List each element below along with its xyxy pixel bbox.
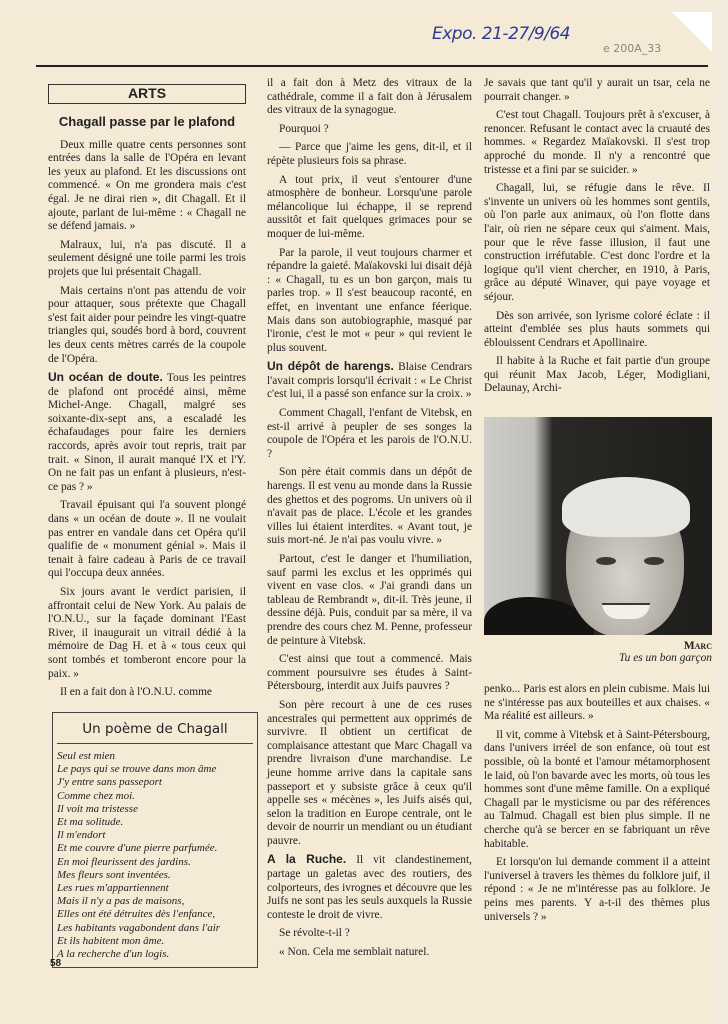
poem-line: A la recherche d'un logis.: [57, 948, 170, 961]
paragraph: Six jours avant le verdict parisien, il affrontait celui de New York. Au palais de l'O.N.U., sur la façade dominant l'East River, il inaugurait un vitrail dédié à la mémoire de Dag H. et à « tous ceux qui sont tombés et tomberont encore pour la paix. »: [48, 586, 246, 680]
poem-line: Elles ont été détruites dès l'enfance,: [57, 908, 216, 921]
subsection-text: Tous les peintres de plafond ont procédé ainsi, même Michel-Ange. Chagall, malgré ses soixante-dix-sept ans, a escaladé les échafaudages pour faire les derniers raccords, après avoir tout repris, trait par trait. « Sinon, il aurait manqué l'X et l'Y. On ne fait pas un enfant à plusieurs, n'est-ce pas ? »: [48, 372, 246, 493]
paragraph: Deux mille quatre cents personnes sont entrées dans la salle de l'Opéra en levant les yeux au plafond. Et les discussions ont commencé. « On me grondera mais c'est égal. Je ne dirai rien », dit Chagall. Et il ajoute, parlant de lui-même : « Chagall ne se défend jamais. »: [48, 138, 246, 233]
poem-lines: [57, 750, 253, 961]
paragraph: Mais certains n'ont pas attendu de voir pour attaquer, sous prétexte que Chagall s'est fait aider pour peindre les vingt-quatre triangles qui, soudés bord à bord, couvrent les deux cents mètres carrés de la coupole de l'Opéra.: [48, 284, 246, 365]
subsection-ruche: [267, 853, 472, 922]
poem-line: Il voit ma tristesse: [57, 802, 138, 815]
archive-code: e 200A_33: [603, 42, 662, 55]
paragraph: « Non. Cela me semblait naturel.: [279, 946, 430, 959]
paragraph: — Parce que j'aime les gens, dit-il, et il répète plusieurs fois sa phrase.: [267, 141, 472, 167]
paragraph: penko... Paris est alors en plein cubisme. Mais lui ne s'intéresse pas aux bouteilles et aux chaises. « Ma réalité est ailleurs. »: [484, 683, 710, 723]
article-title: Chagall passe par le plafond: [58, 113, 236, 129]
subsection-ocean: [48, 371, 246, 494]
paragraph: Comment Chagall, l'enfant de Vitebsk, en est-il arrivé à peupler de ses songes la coupole de l'Opéra et les parois de l'O.N.U. ?: [267, 407, 472, 460]
paragraph: Il en a fait don à l'O.N.U. comme: [60, 686, 212, 699]
handwritten-exhibition-note: Expo. 21-27/9/64: [432, 24, 571, 44]
paragraph: Son père recourt à une de ces ruses ancestrales qui permettent aux opprimés de survivre. Il obtient un certificat de complaisance attestant que Marc Chagall va prendre livraison d'une marchandise. Le jeune homme arrive dans la capitale sans passeport et y subsiste grâce à ceux qu'il appelle ses « mécènes », les Juifs aisés qui, selon la tradition en Europe centrale, ont le devoir de nourrir un mendiant ou un étudiant pauvre.: [267, 698, 472, 847]
column-2: [267, 77, 472, 965]
torn-corner: [672, 12, 712, 52]
chagall-portrait-photo: [484, 417, 712, 635]
paragraph: Dès son arrivée, son lyrisme coloré éclate : il atteint d'emblée ses plus hauts sommets qui éblouissent Cendrars et Apollinaire.: [484, 309, 710, 349]
header-rule: [36, 65, 708, 67]
paragraph: C'est ainsi que tout a commencé. Mais comment poursuivre ses études à Saint-Pétersbourg, interdit aux Juifs pauvres ?: [267, 653, 472, 693]
subsection-text: Blaise Cendrars l'avait compris lorsqu'il écrivait : « Le Christ c'est lui, il a passé son enfance sur la croix. »: [267, 361, 472, 401]
photo-hair: [562, 477, 690, 537]
paragraph: Pourquoi ?: [279, 122, 329, 135]
subheading: Un dépôt de harengs.: [267, 359, 394, 374]
paragraph: Il vit, comme à Vitebsk et à Saint-Pétersbourg, dans l'univers irréel de son enfance, où tout est possible, où la bonté et l'amour métamorphosent le laid, où l'on bavarde avec les morts, où tous les hommes sont d'une même famille. On a expliqué Chagall par le mysticisme ou par des références au Talmud. Chagall est bien plus simple. Il ne cherche qu'à se bercer en se fabriquant un rêve habitable.: [484, 728, 711, 850]
paragraph: Et lorsqu'on lui demande comment il a atteint l'universel à travers les thèmes du folklore juif, il répond : « Je ne m'intéresse pas au folklore. Je peins mes parents. Y a-t-il des thèmes plus universels ? »: [484, 856, 710, 923]
poem-line: Comme chez moi.: [57, 789, 135, 802]
poem-line: Les rues m'appartiennent: [57, 882, 169, 895]
paragraph: Chagall, lui, se réfugie dans le rêve. Il s'invente un univers où les hommes sont gentils, où l'on parle aux animaux, où l'on flotte dans l'air, où rien ne sépare ceux qui s'aiment. Mais, pour que le rêve fasse illusion, il faut une construction irréfutable. C'est donc l'ordre et la logique qu'il vient chercher, en 1910, à Paris, grâce au député Winaver, qui paye voyage et séjour.: [484, 182, 710, 303]
poem-line: Il m'endort: [57, 829, 106, 842]
caption-text: Tu es un bon garçon: [618, 652, 712, 664]
poem-line: Et me couvre d'une pierre parfumée.: [57, 842, 218, 855]
poem-box: [52, 712, 258, 968]
photo-caption: [484, 640, 712, 664]
subsection-text: Il vit clandestinement, partage un galetas avec des routiers, des colporteurs, des ivrognes et découvre que les Juifs ne sont pas les seuls auxquels la Russie conteste le droit de vivre.: [267, 854, 472, 921]
photo-eye-right: [644, 557, 664, 565]
subheading: A la Ruche.: [267, 852, 347, 867]
paragraph: Je savais que tant qu'il y aurait un tsar, cela ne pourrait changer. »: [484, 77, 710, 103]
page-number: 58: [50, 958, 62, 969]
poem-line: Seul est mien: [57, 750, 116, 762]
paragraph: Malraux, lui, n'a pas discuté. Il a seulement désigné une toile parmi les trois projets que lui présentait Chagall.: [48, 238, 246, 278]
poem-line: Mais il n'y a pas de maisons,: [57, 895, 185, 908]
paragraph: Partout, c'est le danger et l'humiliation, sauf parmi les exclus et les opprimés qui vivent en vase clos. « J'ai grandi dans un tableau de Rembrandt », dit-il. Très jeune, il dessine déjà. Puis, conduit par sa mère, il va prendre des cours chez M. Penne, professeur de peinture à Vitebsk.: [267, 553, 472, 647]
paragraph: Il habite à la Ruche et fait partie d'un groupe qui réunit Max Jacob, Léger, Modigliani, Delaunay, Archi-: [484, 355, 710, 395]
paragraph: A tout prix, il veut s'entourer d'une atmosphère de bonheur. Lorsqu'une parole mélancolique lui échappe, il se reprend aussitôt et fait quelques grimaces pour se moquer de lui-même.: [267, 173, 472, 240]
column-3: [484, 77, 710, 401]
subsection-harengs: [267, 360, 472, 402]
paragraph: Se révolte-t-il ?: [279, 927, 350, 940]
poem-line: J'y entre sans passeport: [57, 776, 162, 789]
poem-line: Les habitants vagabondent dans l'air: [57, 921, 221, 934]
paragraph: C'est tout Chagall. Toujours prêt à s'excuser, à renoncer. Refusant le contact avec la cruauté des hommes. « Regardez Maïakovski. Il s'est trop approché du monde. Il n'y a rencontré que tristesse et a fini par se suicider. »: [484, 109, 710, 176]
poem-line: Et ils habitent mon âme.: [57, 934, 165, 947]
paragraph: Son père était commis dans un dépôt de harengs. Il est venu au monde dans la Russie des ghettos et des pogroms. Un univers où il n'avait pas de place. L'école et les grandes villes lui étaient interdites. « Avant tout, je suis mort-né. Je n'ai pas voulu vivre. »: [267, 466, 472, 547]
column-1: [48, 84, 246, 705]
caption-name: Marc: [683, 640, 712, 652]
poem-line: Et ma solitude.: [57, 816, 124, 829]
paragraph: Par la parole, il veut toujours charmer et répandre la gaieté. Maïakovski lui disait déjà : « Chagall, tu es un bon garçon, mais tu parles trop. » Il s'est beaucoup raconté, en effet, en inventant une enfance féerique. Mais dans son autobiographie, masqué par l'ironie, c'est le mot « peur » qui revient le plus souvent.: [267, 246, 472, 354]
paragraph: Travail épuisant qui l'a souvent plongé dans « un océan de doute ». Il ne voulait pas entrer en vandale dans cet Opéra qu'il qualifie de « monument génial ». Mais il tenait à faire cadeau à Paris de ce travail qui l'occupa deux années.: [48, 499, 246, 580]
paragraph: il a fait don à Metz des vitraux de la cathédrale, comme il a fait don à Jérusalem des vitraux de la synagogue.: [267, 77, 472, 117]
subheading: Un océan de doute.: [48, 370, 163, 385]
photo-eye-left: [596, 557, 616, 565]
poem-line: En moi fleurissent des jardins.: [57, 855, 191, 868]
poem-line: Mes fleurs sont inventées.: [57, 868, 171, 881]
section-rubric: ARTS: [48, 84, 246, 104]
column-3-continued: [484, 683, 710, 929]
poem-title: Un poème de Chagall: [57, 717, 253, 744]
poem-line: Le pays qui se trouve dans mon âme: [57, 763, 217, 776]
